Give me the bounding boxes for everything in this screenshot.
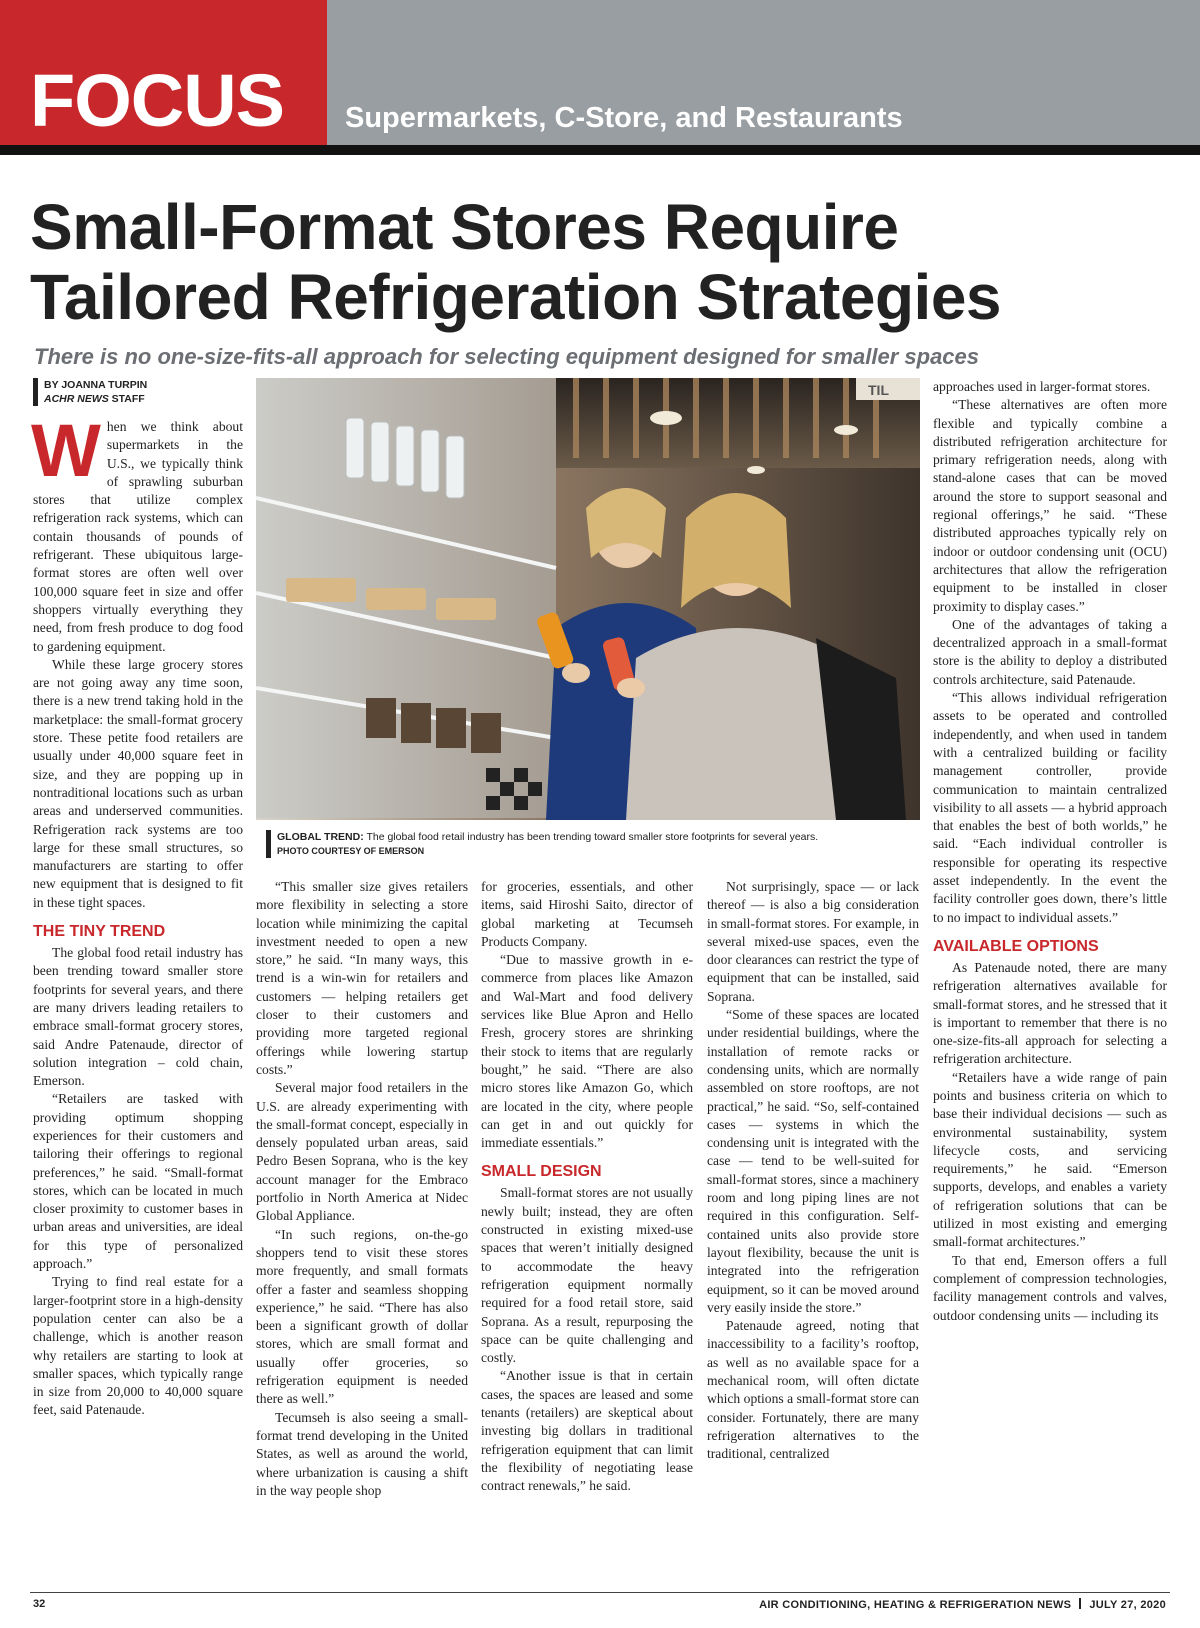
byline-author: BY JOANNA TURPIN — [44, 379, 148, 391]
paragraph: Trying to find real estate for a larger-footprint store in a high-density population center can also be a challenge, which is another reason why retailers are starting to look at smaller spaces, which typically range in size from 20,000 to 40,000 square feet, said Patenaude. — [33, 1274, 243, 1418]
headline-line-1: Small-Format Stores Require — [30, 191, 899, 263]
subhead-small-design: SMALL DESIGN — [481, 1163, 602, 1181]
publication-name: AIR CONDITIONING, HEATING & REFRIGERATION NEWS — [759, 1599, 1072, 1611]
paragraph-text: hen we think about supermarkets in the U.S., we typically think of sprawling suburban stores that utilize complex refrigeration rack systems, which can contain thousands of pounds of refrigerant. These ubiquitous large-format stores are often well over 100,000 square feet in size and offer shoppers virtually everything they need, from fresh produce to dog food to gardening equipment. — [33, 419, 243, 654]
subhead-available-options: AVAILABLE OPTIONS — [933, 937, 1099, 955]
photo-credit: PHOTO COURTESY OF EMERSON — [277, 846, 425, 856]
paragraph: “These alternatives are often more flexible and typically combine a distributed refrigeration architecture for primary refrigeration needs, along with stand-alone cases that can be moved around the store to support seasonal and regional offerings,” he said. “These distributed approaches typically rely on indoor or outdoor condensing unit (OCU) architectures that allow the refrigeration equipment to be installed in closer proximity to display cases.” — [933, 397, 1167, 614]
page-number: 32 — [33, 1598, 46, 1610]
headline-line-2: Tailored Refrigeration Strategies — [30, 261, 1001, 333]
byline — [33, 378, 147, 406]
issue-date: JULY 27, 2020 — [1089, 1599, 1166, 1611]
subsection-title: Supermarkets, C-Store, and Restaurants — [345, 102, 903, 134]
subhead-tiny-trend: THE TINY TREND — [33, 923, 166, 941]
paragraph: While these large grocery stores are not going away any time soon, there is a new trend taking hold in the marketplace: the small-format grocery store. These petite food retailers are usually under 40,000 square feet in size, and they are popping up in nontraditional locations such as urban areas and underserved communities. Refrigeration rack systems are too large for these small structures, so manufacturers are starting to offer new equipment that is designed to fit in these tight spaces. — [33, 656, 243, 910]
caption-text: The global food retail industry has been trending toward smaller store footprints for several years. — [366, 831, 819, 843]
paragraph: “This smaller size gives retailers more flexibility in selecting a store location while minimizing the capital investment needed to open a new store,” he said. “In many ways, this trend is a win-win for retailers and customers — helping retailers get closer to their customers and providing more targeted regional offerings while lowering startup costs.” — [256, 879, 468, 1077]
photo-illustration — [256, 378, 920, 820]
store-sign-text: TIL — [868, 382, 889, 398]
paragraph: “Retailers are tasked with providing optimum shopping experiences for their customers and tailoring their offerings to regional preferences,” he said. “Small-format stores, which can be located in much closer proximity to customer bases in urban areas and universities, are ideal for this type of personalized approach.” — [33, 1091, 243, 1272]
article-column-5 — [933, 378, 1167, 1325]
photo-caption — [266, 830, 916, 858]
paragraph: Patenaude agreed, noting that inaccessibility to a facility’s rooftop, as well as no available space for a mechanical room, will often dictate which options a small-format store can consider. Fortunately, there are many refrigeration alternatives to the traditional, centralized — [707, 1318, 919, 1462]
paragraph: approaches used in larger-format stores. — [933, 379, 1151, 394]
article-headline — [30, 192, 1180, 332]
paragraph: One of the advantages of taking a decentralized approach in a small-format store is the ability to deploy a distributed controls architecture, said Patenaude. — [933, 616, 1167, 687]
paragraph: for groceries, essentials, and other items, said Hiroshi Saito, director of global marketing at Tecumseh Products Company. — [481, 879, 693, 949]
paragraph: The global food retail industry has been trending toward smaller store footprints for several years, and there are many drivers leading retailers to embrace small-format grocery stores, said Andre Patenaude, director of solution integration – cold chain, Emerson. — [33, 945, 243, 1089]
paragraph — [31, 409, 243, 656]
header-divider — [0, 145, 1200, 155]
caption-label: GLOBAL TREND: — [277, 831, 364, 843]
paragraph: To that end, Emerson offers a full complement of compression technologies, facility management controls and valves, outdoor condensing units — including its — [933, 1252, 1167, 1323]
article-column-3 — [481, 878, 693, 1496]
byline-staff: ACHR NEWS STAFF — [44, 393, 145, 405]
article-dek: There is no one-size-fits-all approach for selecting equipment designed for smaller spaces — [34, 344, 980, 369]
paragraph: Not surprisingly, space — or lack thereof — is also a big consideration in small-format stores. For example, in several mixed-use spaces, even the door clearances can restrict the type of equipment that can be installed, said Soprana. — [707, 879, 919, 1004]
article-column-4 — [707, 878, 919, 1464]
paragraph: “Some of these spaces are located under residential buildings, where the installation of remote racks or condensing units, which are normally assembled on store rooftops, are not practical,” he said. “So, self-contained cases — systems in which the condensing unit is integrated with the case — tend to be well-suited for small-format stores, since a machinery room and long piping lines are not required in this configuration. Self-contained units also provide store layout flexibility, because the unit is integrated into the refrigeration equipment, so it can be moved around very easily inside the store.” — [707, 1007, 919, 1315]
paragraph: “Due to massive growth in e-commerce from places like Amazon and Wal-Mart and food delivery services like Blue Apron and Hello Fresh, grocery stores are shrinking their stock to items that are regularly bought,” he said. “There are also micro stores like Amazon Go, which are located in the city, where people can get in and out quickly for immediate essentials.” — [481, 952, 693, 1151]
article-column-1 — [31, 409, 243, 1420]
byline-publication: ACHR NEWS — [44, 393, 109, 405]
paragraph: Small-format stores are not usually newly built; instead, they are often constructed in existing mixed-use spaces that weren’t initially designed to accommodate the heavy refrigeration equipment normally required for a food retail store, said Soprana. As a result, repurposing the space can be quite challenging and costly. — [481, 1185, 693, 1366]
paragraph: As Patenaude noted, there are many refrigeration alternatives available for small-format stores, and he stressed that it is important to remember that there is no one-size-fits-all approach for selecting a refrigeration architecture. — [933, 959, 1167, 1067]
section-label: FOCUS — [30, 59, 284, 142]
paragraph: “Another issue is that in certain cases, the spaces are leased and some tenants (retailers) are skeptical about investing big dollars in traditional refrigeration equipment that can limit the flexibility of negotiating lease contract renewals,” he said. — [481, 1368, 693, 1494]
article-column-2 — [256, 878, 468, 1500]
footer-divider — [30, 1592, 1170, 1593]
paragraph: “Retailers have a wide range of pain points and business criteria on which to base their individual decisions — such as environmental sustainability, system lifecycle costs, and servicing requirements,” he said. “Emerson supports, develops, and enables a variety of refrigeration solutions that can be utilized in most existing and emerging small-format architectures.” — [933, 1069, 1167, 1250]
article-photo — [256, 378, 920, 820]
footer-publication — [759, 1598, 1166, 1611]
paragraph: Several major food retailers in the U.S. are already experimenting with the small-format concept, especially in densely populated urban areas, said Pedro Besen Soprana, who is the key account manager for the Embraco portfolio in North America at Nidec Global Appliance. — [256, 1080, 468, 1224]
footer-separator — [1079, 1598, 1081, 1609]
paragraph: “In such regions, on-the-go shoppers tend to visit these stores more frequently, and small formats offer a faster and seamless shopping experience,” he said. “There has also been a significant growth of dollar stores, which are small format and usually offer groceries, so refrigeration equipment is needed there as well.” — [256, 1226, 468, 1407]
drop-cap: W — [31, 409, 101, 492]
paragraph: Tecumseh is also seeing a small-format trend developing in the United States, as well as around the world, where urbanization is causing a shift in the way people shop — [256, 1409, 468, 1498]
paragraph: “This allows individual refrigeration assets to be operated and controlled independently, and when used in tandem with a centralized building or facility management controller, provide communication to maintain centralized visibility to all assets — a hybrid approach that enables the best of both worlds,” he said. “Each individual controller is responsible for operating its respective asset independently. In the event the facility controller goes down, there’s little to no impact to individual assets.” — [933, 690, 1167, 925]
